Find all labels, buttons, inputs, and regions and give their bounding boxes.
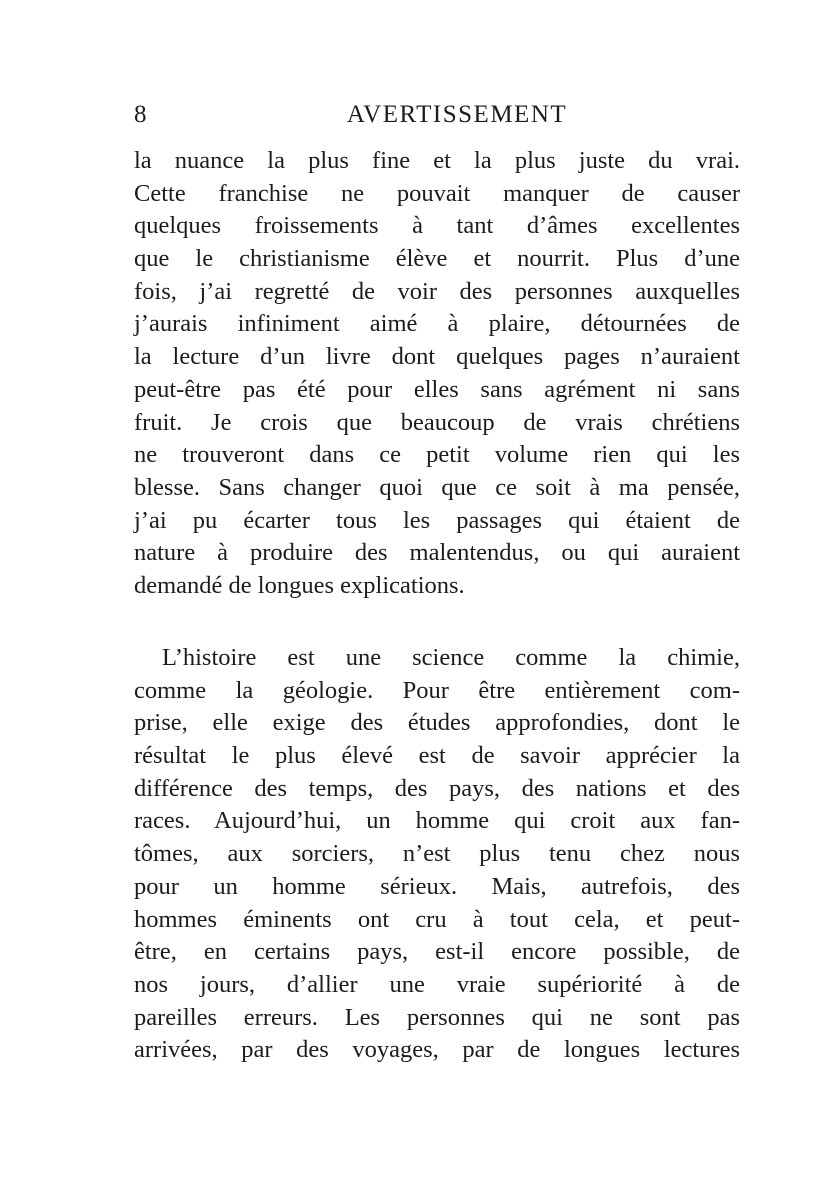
text-line: la lecture d’un livre dont quelques pages n’auraient bbox=[134, 343, 740, 371]
text-line: nos jours, d’allier une vraie supériorité à de bbox=[134, 970, 740, 998]
text-line: la nuance la plus fine et la plus juste du vrai. bbox=[134, 147, 740, 174]
text-line: hommes éminents ont cru à tout cela, et peut- bbox=[134, 905, 740, 933]
text-line: résultat le plus élevé est de savoir apprécier la bbox=[134, 742, 740, 770]
text-line: être, en certains pays, est-il encore possible, de bbox=[134, 938, 740, 966]
text-line: différence des temps, des pays, des nations et des bbox=[134, 774, 740, 802]
page-number: 8 bbox=[134, 101, 147, 128]
text-line: comme la géologie. Pour être entièrement com- bbox=[134, 676, 740, 704]
text-line: L’histoire est une science comme la chimie, bbox=[162, 644, 740, 671]
text-line: pareilles erreurs. Les personnes qui ne sont pas bbox=[134, 1003, 740, 1031]
running-head bbox=[134, 97, 740, 133]
text-line: ne trouveront dans ce petit volume rien qui les bbox=[134, 441, 740, 469]
text-line: j’aurais infiniment aimé à plaire, détournées de bbox=[134, 310, 740, 338]
text-line: arrivées, par des voyages, par de longues lectures bbox=[134, 1036, 740, 1064]
text-line: quelques froissements à tant d’âmes excellentes bbox=[134, 212, 740, 240]
running-title: AVERTISSEMENT bbox=[346, 101, 568, 128]
text-line: tômes, aux sorciers, n’est plus tenu chez nous bbox=[134, 840, 740, 868]
text-line: races. Aujourd’hui, un homme qui croit aux fan- bbox=[134, 807, 740, 835]
text-line: que le christianisme élève et nourrit. Plus d’une bbox=[134, 245, 740, 273]
text-line: Cette franchise ne pouvait manquer de causer bbox=[134, 179, 740, 207]
text-line: prise, elle exige des études approfondies, dont le bbox=[134, 709, 740, 737]
text-line: fruit. Je crois que beaucoup de vrais chrétiens bbox=[134, 408, 740, 436]
paragraph bbox=[134, 642, 740, 1067]
text-line: blesse. Sans changer quoi que ce soit à ma pensée, bbox=[134, 473, 740, 501]
paragraph bbox=[134, 145, 740, 603]
text-line: fois, j’ai regretté de voir des personnes auxquelles bbox=[134, 277, 740, 305]
text-line: nature à produire des malentendus, ou qui auraient bbox=[134, 539, 740, 567]
text-line: j’ai pu écarter tous les passages qui étaient de bbox=[134, 506, 740, 534]
text-line: demandé de longues explications. bbox=[134, 571, 465, 599]
text-line: pour un homme sérieux. Mais, autrefois, des bbox=[134, 872, 740, 900]
text-line: peut-être pas été pour elles sans agrément ni sans bbox=[134, 375, 740, 403]
